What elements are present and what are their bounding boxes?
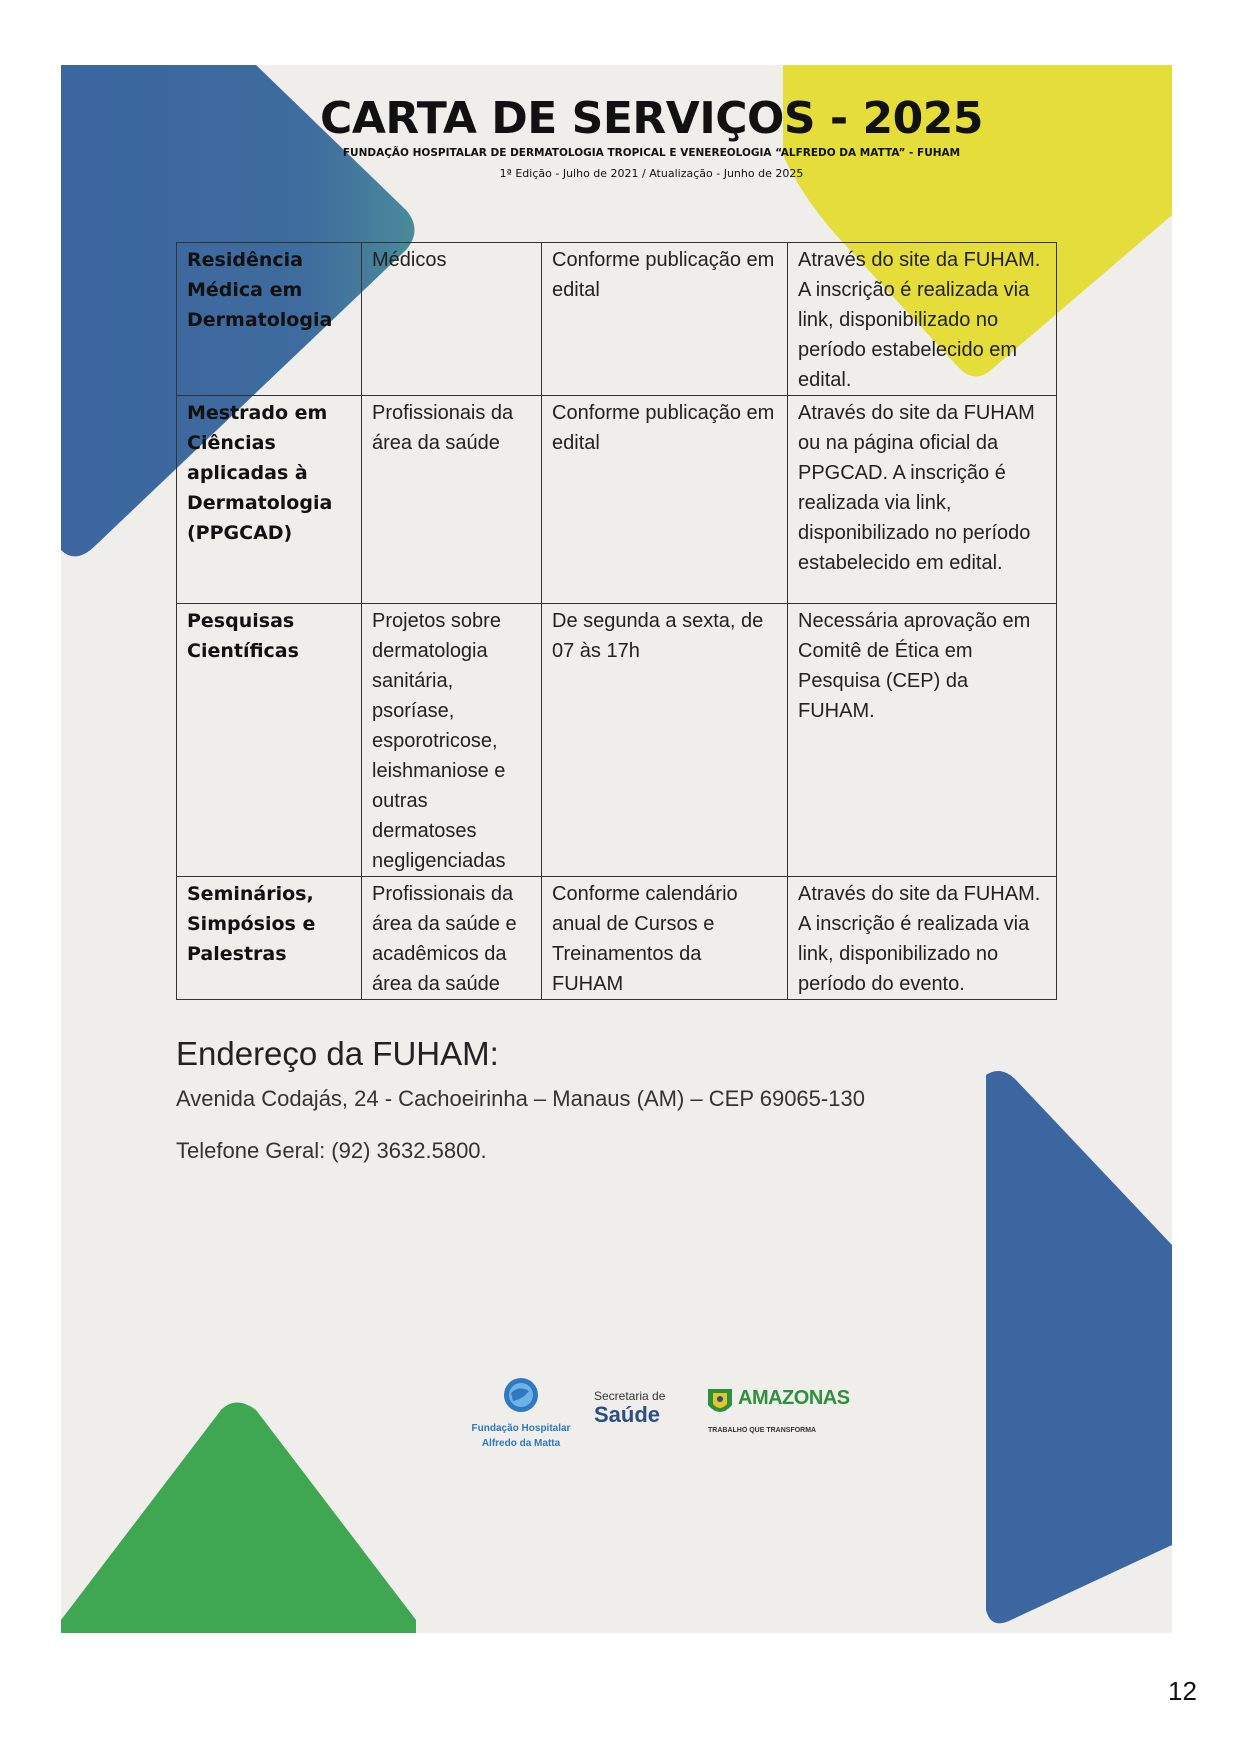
- globe-icon: [499, 1375, 543, 1415]
- fhamd-logo: [461, 1375, 581, 1450]
- service-name-cell: Residência Médica em Dermatologia: [177, 243, 362, 396]
- amazonas-name: AMAZONAS: [738, 1387, 850, 1409]
- address-street: Avenida Codajás, 24 - Cachoeirinha – Manaus (AM) – CEP 69065-130: [176, 1086, 865, 1111]
- schedule-cell: Conforme publicação em edital: [542, 396, 788, 604]
- schedule-cell: Conforme calendário anual de Cursos e Treinamentos da FUHAM: [542, 877, 788, 1000]
- secretaria-label: Secretaria de: [594, 1389, 666, 1403]
- saude-label: Saúde: [594, 1402, 661, 1427]
- audience-cell: Projetos sobre dermatologia sanitária, psoríase, esporotricose, leishmaniose e outras dermatoses negligenciadas: [362, 604, 542, 877]
- table-row: [177, 877, 1057, 1000]
- page-panel: [61, 65, 1172, 1633]
- footer-logos: [461, 1375, 861, 1455]
- service-name-cell: Seminários, Simpósios e Palestras: [177, 877, 362, 1000]
- table-row: [177, 396, 1057, 604]
- access-cell: Através do site da FUHAM. A inscrição é realizada via link, disponibilizado no período estabelecido em edital.: [788, 243, 1057, 396]
- services-table: [176, 242, 1057, 1000]
- address-heading: Endereço da FUHAM:: [176, 1035, 499, 1072]
- page-number: 12: [1168, 1676, 1197, 1706]
- amazonas-tagline: TRABALHO QUE TRANSFORMA: [708, 1427, 817, 1434]
- audience-cell: Profissionais da área da saúde e acadêmicos da área da saúde: [362, 877, 542, 1000]
- fhamd-name-line1: Fundação Hospitalar: [471, 1423, 571, 1434]
- document-title: CARTA DE SERVIÇOS - 2025: [320, 93, 983, 144]
- service-name-cell: Pesquisas Científicas: [177, 604, 362, 877]
- amazonas-logo: [704, 1383, 850, 1434]
- table-row: [177, 604, 1057, 877]
- access-cell: Através do site da FUHAM. A inscrição é realizada via link, disponibilizado no período do evento.: [788, 877, 1057, 1000]
- access-cell: Através do site da FUHAM ou na página oficial da PPGCAD. A inscrição é realizada via link, disponibilizado no período estabelecido em edital.: [788, 396, 1057, 604]
- green-shape: [61, 1403, 416, 1634]
- schedule-cell: Conforme publicação em edital: [542, 243, 788, 396]
- audience-cell: Profissionais da área da saúde: [362, 396, 542, 604]
- access-cell: Necessária aprovação em Comitê de Ética em Pesquisa (CEP) da FUHAM.: [788, 604, 1057, 877]
- address-phone: Telefone Geral: (92) 3632.5800.: [176, 1138, 487, 1163]
- document-subtitle: FUNDAÇÃO HOSPITALAR DE DERMATOLOGIA TROPICAL E VENEREOLOGIA “ALFREDO DA MATTA” - FUHAM: [342, 147, 961, 159]
- blue-shape-right: [986, 1071, 1172, 1623]
- schedule-cell: De segunda a sexta, de 07 às 17h: [542, 604, 788, 877]
- table-row: [177, 243, 1057, 396]
- service-name-cell: Mestrado em Ciências aplicadas à Dermatologia (PPGCAD): [177, 396, 362, 604]
- fhamd-name-line2: Alfredo da Matta: [481, 1438, 561, 1449]
- document-edition: 1ª Edição - Julho de 2021 / Atualização - Junho de 2025: [499, 167, 804, 180]
- audience-cell: Médicos: [362, 243, 542, 396]
- secretaria-saude-logo: [594, 1389, 665, 1427]
- document-header: [61, 93, 1172, 180]
- amazonas-crest-icon: [704, 1383, 736, 1421]
